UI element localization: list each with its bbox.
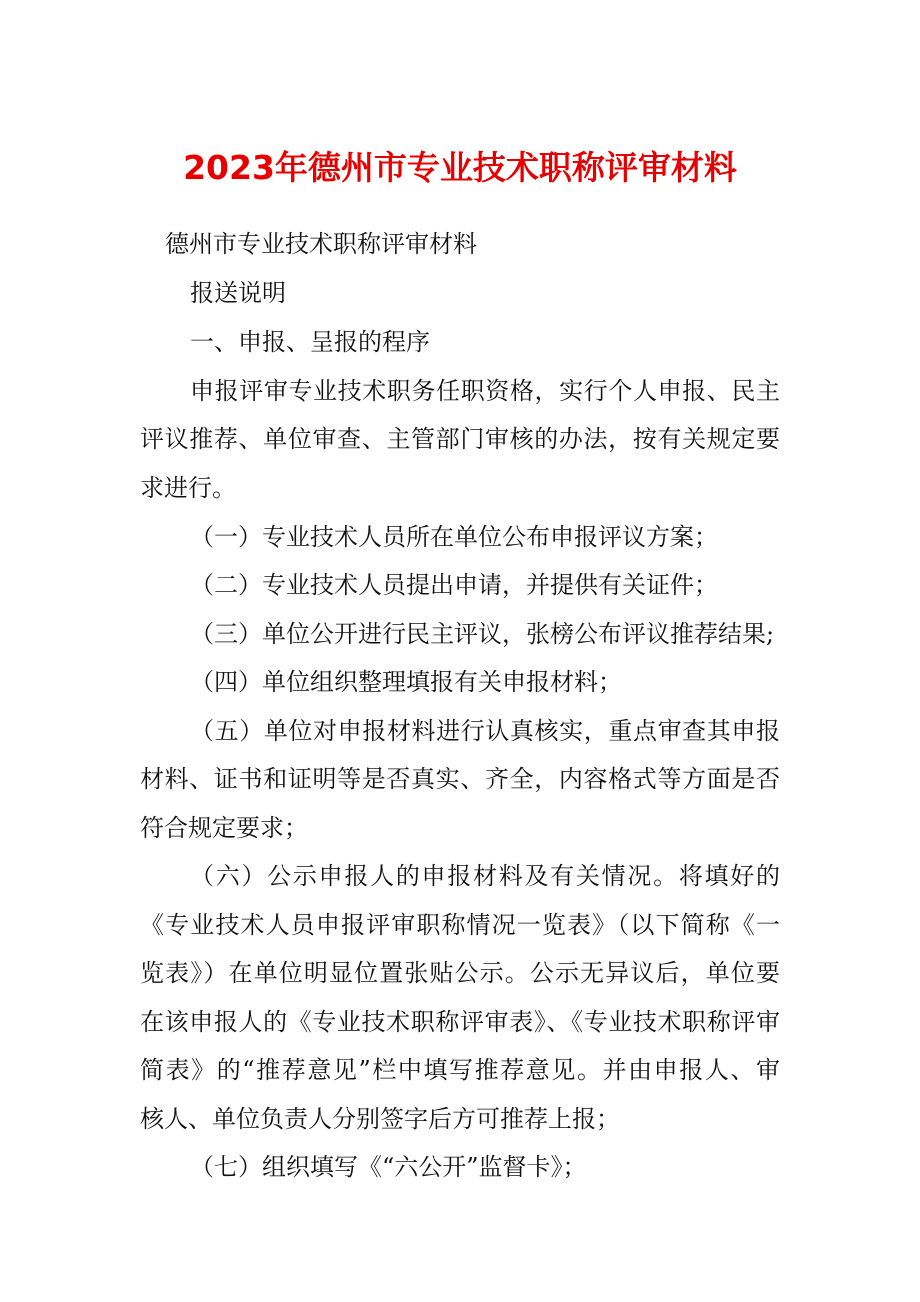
- list-item: （一）专业技术人员所在单位公布申报评议方案；: [190, 523, 718, 551]
- list-item: （三）单位公开进行民主评议，张榜公布评议推荐结果;: [190, 620, 775, 648]
- document-title: 2023年德州市专业技术职称评审材料: [183, 148, 737, 187]
- list-item: （六）公示申报人的申报材料及有关情况。将填好的: [190, 862, 780, 890]
- paragraph-line: 符合规定要求；: [140, 814, 308, 842]
- list-item: （四）单位组织整理填报有关申报材料；: [190, 668, 622, 696]
- paragraph-line: 简表》的“推荐意见”栏中填写推荐意见。并由申报人、审: [140, 1056, 780, 1084]
- paragraph-line: 材料、证书和证明等是否真实、齐全，内容格式等方面是否: [140, 765, 780, 793]
- paragraph-line: 求进行。: [140, 474, 236, 502]
- list-item: （二）专业技术人员提出申请，并提供有关证件；: [190, 571, 718, 599]
- paragraph-line: 在该申报人的《专业技术职称评审表》、《专业技术职称评审: [140, 1008, 780, 1036]
- subtitle-line: 德州市专业技术职称评审材料: [165, 230, 477, 258]
- paragraph-line: 《专业技术人员申报评审职称情况一览表》（以下简称《一: [140, 911, 780, 939]
- section-heading: 一、申报、呈报的程序: [190, 328, 430, 356]
- paragraph-line: 申报评审专业技术职务任职资格，实行个人申报、民主: [190, 377, 780, 405]
- paragraph-line: 核人、单位负责人分别签字后方可推荐上报；: [140, 1105, 620, 1133]
- paragraph-line: 览表》）在单位明显位置张贴公示。公示无异议后，单位要: [140, 959, 780, 987]
- list-item: （七）组织填写《“六公开”监督卡》；: [190, 1153, 587, 1181]
- list-item: （五）单位对申报材料进行认真核实，重点审查其申报: [190, 717, 780, 745]
- section-heading: 报送说明: [190, 279, 286, 307]
- paragraph-line: 评议推荐、单位审查、主管部门审核的办法，按有关规定要: [140, 425, 780, 453]
